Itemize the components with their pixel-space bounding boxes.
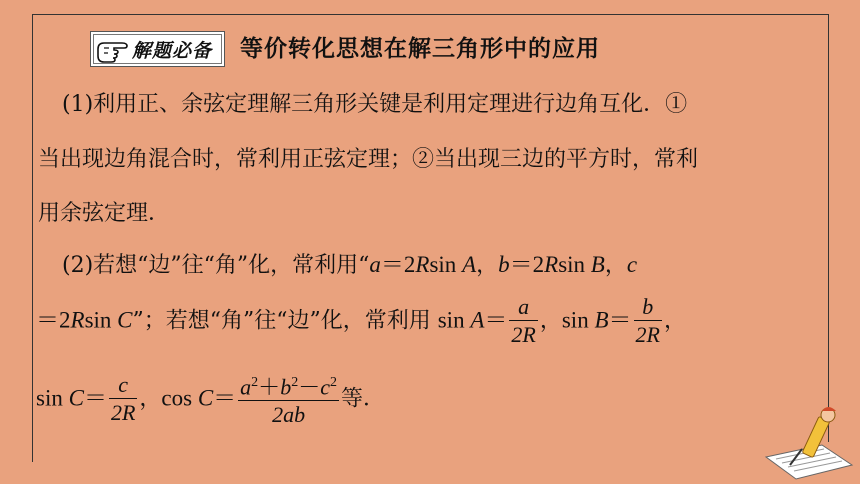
frame-left-border xyxy=(32,14,33,462)
section-badge xyxy=(90,31,225,67)
frame-right-border xyxy=(828,14,829,442)
fraction-b-over-2R: $\frac{b}{2R}$ xyxy=(635,294,660,347)
para2-line3: sin C＝ $\frac{c}{2R}$ ，cos C＝ $\frac{a^2+b^2-c^2}{2ab}$ 等． xyxy=(36,370,385,429)
para1-line1: (1)利用正、余弦定理解三角形关键是利用定理进行边角互化．① xyxy=(62,92,688,117)
para2-line2: ＝2Rsin C”；若想“角”往“边”化，常利用 sin A＝ $\frac{a}{2R}$ ，sin B＝ $\frac{b}{2R}$ ， xyxy=(36,294,686,347)
badge-label: 解题必备 xyxy=(132,39,213,62)
section-heading: 等价转化思想在解三角形中的应用 xyxy=(240,36,600,62)
fraction-law-of-cosines: $\frac{a^2+b^2-c^2}{2ab}$ xyxy=(238,370,339,429)
para1-line3: 用余弦定理． xyxy=(38,201,171,226)
pointing-hand-icon xyxy=(96,35,130,63)
fraction-a-over-2R: $\frac{a}{2R}$ xyxy=(511,294,536,347)
para1-line2: 当出现边角混合时，常利用正弦定理；②当出现三边的平方时，常利 xyxy=(38,147,699,172)
frame-top-border xyxy=(32,14,829,15)
fraction-c-over-2R: $\frac{c}{2R}$ xyxy=(110,372,136,426)
pencil-notebook-clipart xyxy=(762,405,858,481)
para2-line1: (2)若想“边”往“角”化，常利用“a＝2Rsin A，b＝2Rsin B，c xyxy=(62,252,638,278)
